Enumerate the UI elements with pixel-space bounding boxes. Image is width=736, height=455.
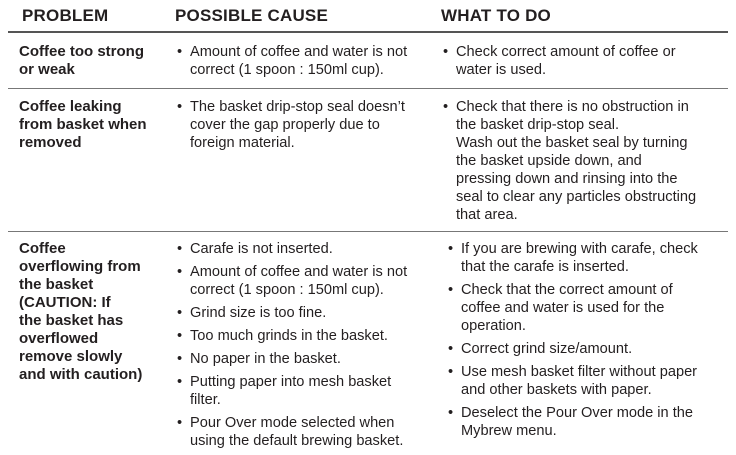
bullet-icon: • bbox=[177, 44, 183, 60]
action-line: Use mesh basket filter without paper bbox=[461, 364, 698, 380]
action-item bbox=[443, 98, 728, 224]
cause-line: filter. bbox=[190, 392, 221, 408]
cause-line: Amount of coffee and water is not bbox=[190, 264, 408, 280]
cause-item bbox=[177, 98, 427, 152]
cause-line: Too much grinds in the basket. bbox=[190, 328, 388, 344]
problem-line: Coffee bbox=[19, 240, 66, 257]
action-line: seal to clear any particles obstructing bbox=[456, 189, 697, 205]
cause-item bbox=[177, 414, 432, 450]
bullet-icon: • bbox=[177, 99, 183, 115]
action-line: that area. bbox=[456, 207, 518, 223]
row-3-actions bbox=[448, 240, 733, 440]
cause-item bbox=[177, 350, 432, 368]
problem-line: from basket when bbox=[19, 116, 147, 133]
problem-line: Coffee leaking bbox=[19, 98, 122, 115]
bullet-icon: • bbox=[177, 328, 183, 344]
action-item bbox=[443, 43, 728, 79]
cause-line: correct (1 spoon : 150ml cup). bbox=[190, 282, 384, 298]
action-line: coffee and water is used for the bbox=[461, 300, 665, 316]
action-item bbox=[448, 240, 733, 276]
problem-line: removed bbox=[19, 134, 82, 151]
row-3-causes bbox=[177, 240, 432, 450]
bullet-icon: • bbox=[443, 99, 449, 115]
action-item bbox=[448, 281, 733, 335]
bullet-icon: • bbox=[448, 405, 454, 421]
bullet-icon: • bbox=[177, 374, 183, 390]
cause-item bbox=[177, 327, 432, 345]
cause-line: No paper in the basket. bbox=[190, 351, 341, 367]
action-line: If you are brewing with carafe, check bbox=[461, 241, 698, 257]
bullet-icon: • bbox=[448, 282, 454, 298]
bullet-icon: • bbox=[448, 364, 454, 380]
row-2-problem bbox=[19, 98, 169, 152]
action-line: operation. bbox=[461, 318, 526, 334]
row-1-actions bbox=[443, 43, 728, 84]
bullet-icon: • bbox=[448, 241, 454, 257]
problem-line: Coffee too strong bbox=[19, 43, 144, 60]
action-line: the basket upside down, and bbox=[456, 153, 642, 169]
cause-item bbox=[177, 263, 432, 299]
action-line: Deselect the Pour Over mode in the bbox=[461, 405, 693, 421]
action-item bbox=[448, 363, 733, 399]
cause-line: using the default brewing basket. bbox=[190, 433, 404, 449]
bullet-icon: • bbox=[448, 341, 454, 357]
cause-item bbox=[177, 240, 432, 258]
action-line: Correct grind size/amount. bbox=[461, 341, 633, 357]
cause-line: Carafe is not inserted. bbox=[190, 241, 333, 257]
problem-line: and with caution) bbox=[19, 366, 143, 383]
cause-line: correct (1 spoon : 150ml cup). bbox=[190, 62, 384, 78]
problem-line: overflowed bbox=[19, 330, 99, 347]
header-what-to-do: WHAT TO DO bbox=[441, 6, 551, 25]
row-divider bbox=[8, 88, 728, 89]
header-problem: PROBLEM bbox=[22, 6, 109, 25]
problem-line: overflowing from bbox=[19, 258, 141, 275]
action-item bbox=[448, 340, 733, 358]
action-line: Check correct amount of coffee or bbox=[456, 44, 676, 60]
action-line: and other baskets with paper. bbox=[461, 382, 652, 398]
row-3-problem bbox=[19, 240, 174, 384]
row-divider bbox=[8, 231, 728, 232]
cause-line: foreign material. bbox=[190, 135, 295, 151]
row-1-problem bbox=[19, 43, 169, 79]
cause-line: cover the gap properly due to bbox=[190, 117, 380, 133]
cause-item bbox=[177, 373, 432, 409]
action-line: Check that the correct amount of bbox=[461, 282, 673, 298]
problem-line: remove slowly bbox=[19, 348, 123, 365]
cause-line: Pour Over mode selected when bbox=[190, 415, 395, 431]
action-line: Mybrew menu. bbox=[461, 423, 557, 439]
problem-line: the basket bbox=[19, 276, 94, 293]
row-1-causes bbox=[177, 43, 427, 84]
problem-line: or weak bbox=[19, 61, 75, 78]
action-item bbox=[448, 404, 733, 440]
action-line: Wash out the basket seal by turning bbox=[456, 135, 688, 151]
action-line: water is used. bbox=[456, 62, 547, 78]
cause-line: Putting paper into mesh basket bbox=[190, 374, 392, 390]
header-possible-cause: POSSIBLE CAUSE bbox=[175, 6, 328, 25]
bullet-icon: • bbox=[177, 241, 183, 257]
action-line: the basket drip-stop seal. bbox=[456, 117, 620, 133]
problem-line: the basket has bbox=[19, 312, 124, 329]
action-line: that the carafe is inserted. bbox=[461, 259, 629, 275]
bullet-icon: • bbox=[177, 264, 183, 280]
cause-line: The basket drip-stop seal doesn’t bbox=[190, 99, 405, 115]
bullet-icon: • bbox=[177, 351, 183, 367]
problem-line: (CAUTION: If bbox=[19, 294, 111, 311]
action-line: Check that there is no obstruction in bbox=[456, 99, 689, 115]
cause-line: Grind size is too fine. bbox=[190, 305, 327, 321]
row-2-actions bbox=[443, 98, 728, 229]
action-line: pressing down and rinsing into the bbox=[456, 171, 678, 187]
bullet-icon: • bbox=[443, 44, 449, 60]
bullet-icon: • bbox=[177, 305, 183, 321]
cause-item bbox=[177, 304, 432, 322]
header-rule bbox=[8, 31, 728, 33]
cause-line: Amount of coffee and water is not bbox=[190, 44, 408, 60]
cause-item bbox=[177, 43, 427, 79]
row-2-causes bbox=[177, 98, 427, 157]
bullet-icon: • bbox=[177, 415, 183, 431]
